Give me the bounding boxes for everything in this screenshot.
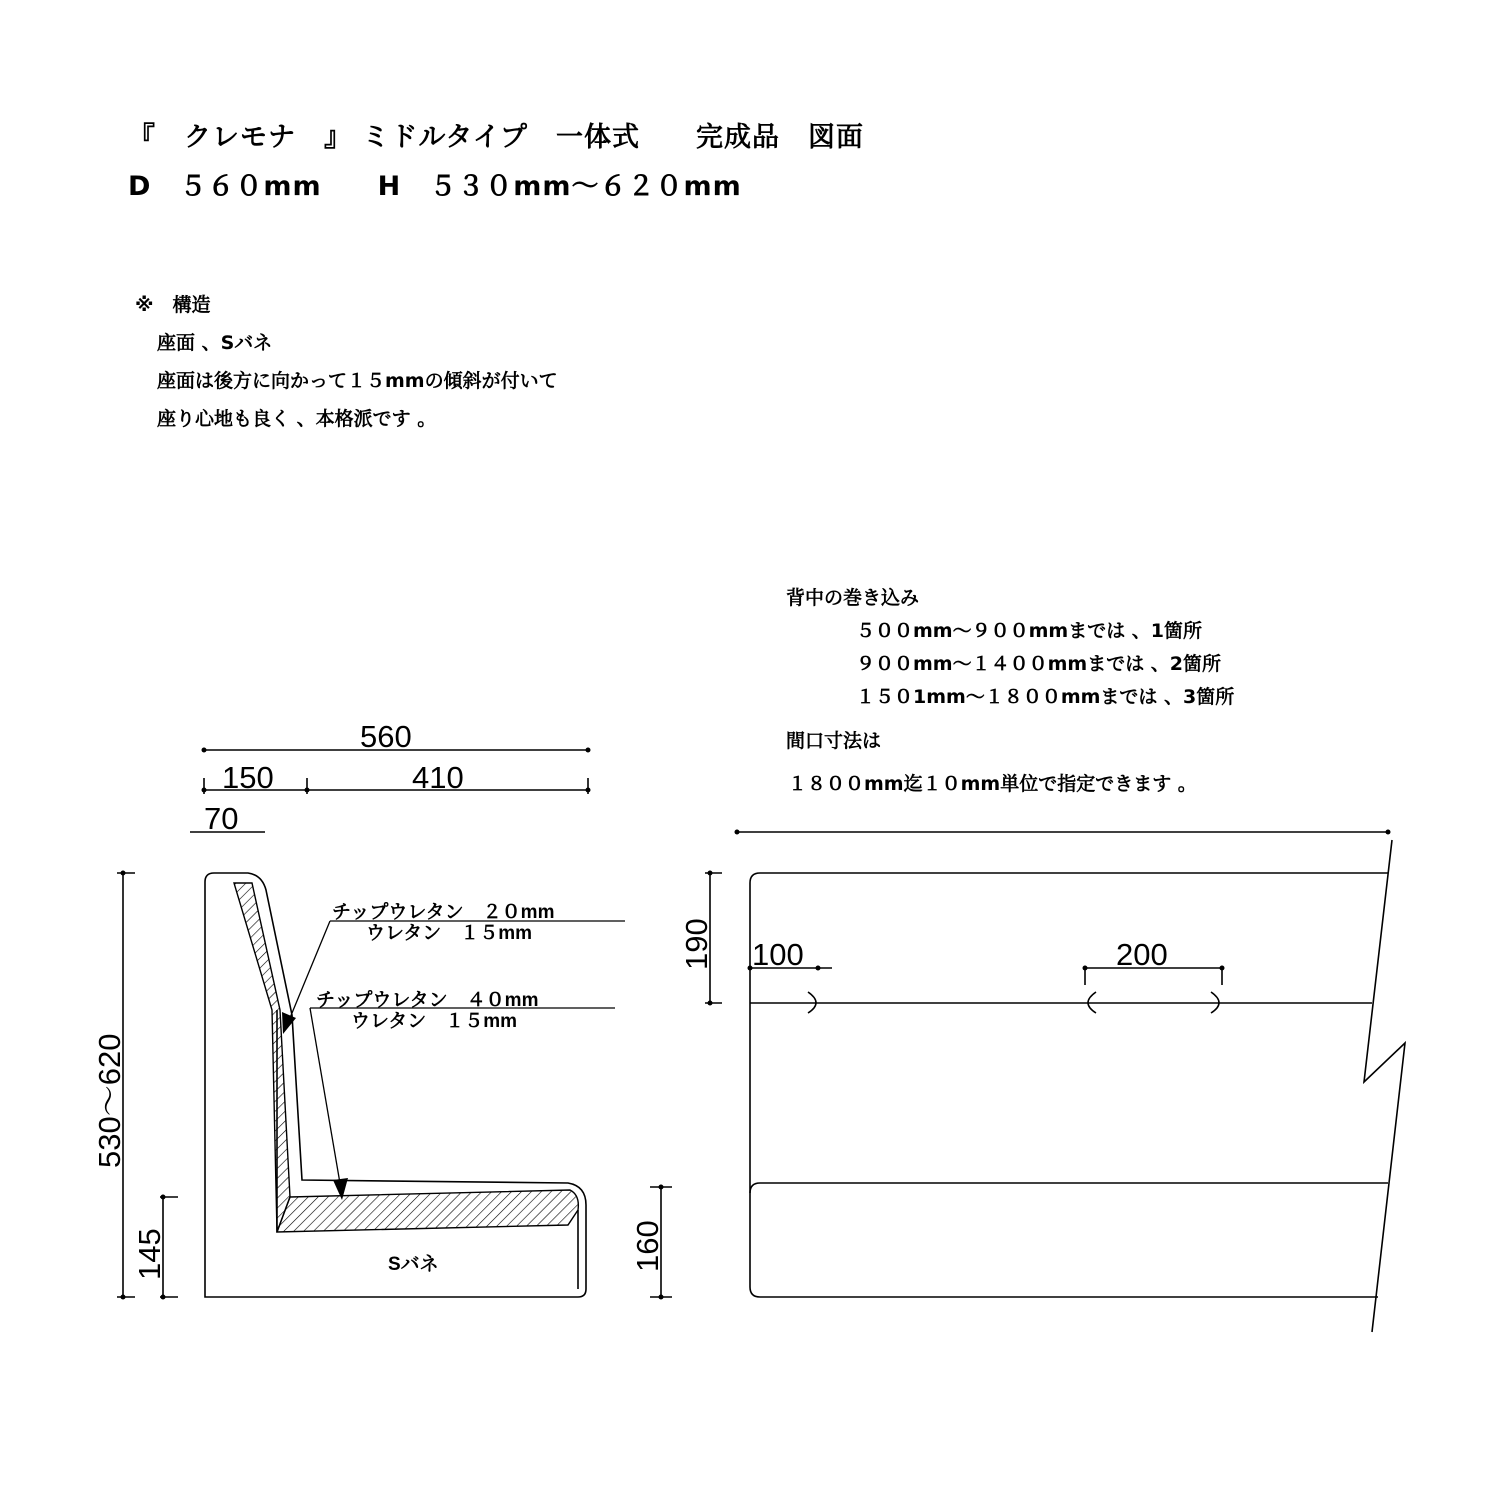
dim-seat-base-height: 145 [132,1228,167,1280]
front-outline [750,873,1388,1297]
spring-label: Sバネ [388,1254,439,1275]
rolling-row-3: １５０1mm～１８００mmまでは 、3箇所 [856,686,1235,708]
seat-label-line-2: ウレタン １５mm [351,1011,518,1032]
dim-seat-depth: 410 [412,760,464,795]
dim-roll-width: 200 [1116,937,1168,972]
structure-heading: ※ 構造 [135,294,211,316]
back-cushion-hatch [234,883,290,1232]
seat-cushion-hatch [277,1190,578,1232]
back-leader-line [285,921,330,1030]
front-break-line [1364,840,1405,1332]
dim-height: 530～620 [92,1033,127,1168]
back-leader-arrow [282,1012,296,1034]
back-label-line-2: ウレタン １５mm [366,923,533,944]
rolling-row-1: ５００mm～９００mmまでは 、1箇所 [856,620,1203,642]
dim-total-depth: 560 [360,719,412,754]
dim-edge-offset: 100 [752,937,804,972]
dim-top-thickness: 70 [204,801,239,836]
rolling-row-2: ９００mm～１４００mmまでは 、2箇所 [856,653,1222,675]
dim-back-height: 190 [679,918,714,970]
width-text: １８００mm迄１０mm単位で指定できます 。 [788,773,1197,795]
structure-line-2: 座面は後方に向かって１５mmの傾斜が付いて [157,370,558,392]
structure-line-3: 座り心地も良く 、本格派です 。 [157,408,437,430]
seat-leader-line [310,1008,342,1195]
drawing-size: D ５６０mm H ５３０mm～６２０mm [128,171,742,202]
dim-seat-height: 160 [630,1220,665,1272]
dim-back-depth: 150 [222,760,274,795]
seat-label-line-1: チップウレタン ４０mm [316,990,539,1011]
width-heading: 間口寸法は [786,730,882,752]
structure-line-1: 座面 、Sバネ [157,332,273,354]
rolling-heading: 背中の巻き込み [786,587,920,609]
drawing-title: 『 クレモナ 』 ミドルタイプ 一体式 完成品 図面 [128,122,864,153]
front-seat-top-line [750,1183,1388,1193]
back-label-line-1: チップウレタン ２０mm [332,902,555,923]
